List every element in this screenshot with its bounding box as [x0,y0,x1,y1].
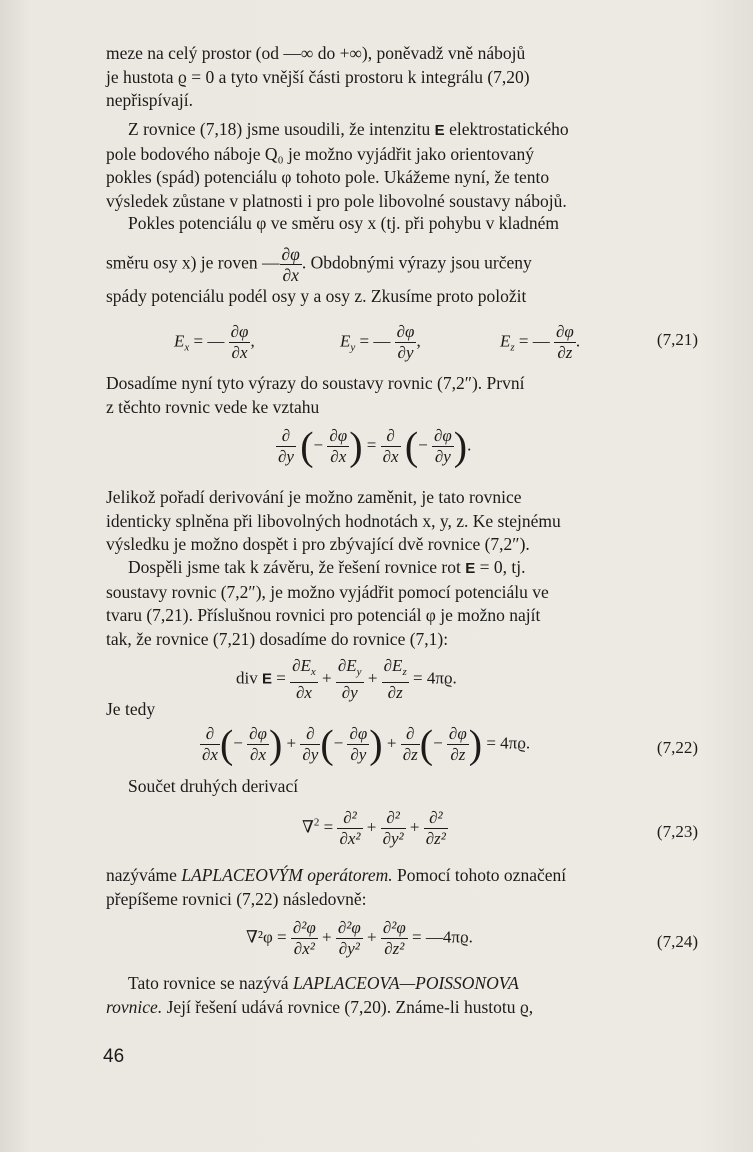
eq-mixed-content [276,423,472,469]
subscript: y [350,341,356,354]
vector-e: E [465,560,476,577]
text-line: Je tedy [106,699,156,719]
equation-number: (7,21) [656,330,698,349]
denominator: ∂x [282,264,299,285]
operator: + [386,733,397,753]
fraction [432,426,454,467]
denominator: ∂z [557,343,573,362]
text-span: Tato rovnice se nazývá [128,973,293,993]
operator: − [333,733,344,753]
operator: = [277,927,287,947]
operator: = — [359,331,391,351]
eq-ex: $E_x$ = — $\frac{\partial\varphi}{\partial x}$ , [174,322,255,362]
right-paren: ) [369,721,383,767]
denominator: ∂y [341,683,358,702]
text-line: přepíšeme rovnici (7,22) následovně: [106,888,367,909]
text-line: meze na celý prostor (od —∞ do +∞), poněvadž vně nábojů [106,43,526,63]
fraction [401,724,420,765]
denominator: ∂y [350,745,367,764]
operator: + [322,927,332,947]
denominator: ∂y [434,447,451,466]
vector-e: E [261,670,272,688]
denominator: ∂z [450,745,466,764]
denominator: ∂z² [425,829,446,848]
text-line: nepřispívají. [106,90,193,111]
text-span: Její řešení udává rovnice (7,20). Známe-li hustotu ϱ, [162,996,534,1017]
fraction [276,426,296,467]
eq-ez: $E_z$ = — $\frac{\partial\varphi}{\partial z}$ . [500,322,581,362]
text-line: identicky splněna při libovolných hodnotách x, y, z. Ke stejnému [106,510,561,531]
fraction [229,322,251,363]
numerator: ∂φ [249,724,267,743]
equation-number: (7,22) [656,738,698,757]
denominator: ∂x [330,447,347,466]
numerator: ∂² [337,808,362,829]
numerator [290,656,318,683]
symbol: E [500,331,511,351]
operator: = [276,668,286,688]
operator: − [433,733,443,753]
fraction [382,656,409,703]
denominator: ∂y² [338,939,360,958]
equation-7-22 [106,722,698,774]
fraction [554,322,576,363]
denominator: ∂x² [293,939,315,958]
text-line: pokles (spád) potenciálu φ tohoto pole. Ukážeme nyní, že tento [106,167,550,188]
text-line: Jelikož pořadí derivování je možno zaměnit, je tato rovnice [106,487,522,507]
fraction [347,724,369,765]
subscript: z [510,341,515,354]
fraction [280,244,302,285]
soucet-line [106,775,698,799]
denominator: ∂z² [384,939,405,958]
operator: + [286,733,297,753]
italic-term: LAPLACEOVÝM operátorem. [181,865,393,885]
text-span: nazýváme [106,865,182,885]
right-paren: ) [453,423,468,469]
numerator-text: ∂E [383,656,403,675]
fraction [291,918,318,959]
numerator: ∂φ [349,724,368,743]
numerator: ∂ [200,724,220,745]
fraction [381,808,406,849]
operator: − [313,435,324,455]
text-line: výsledek zůstane v platnosti i pro pole libovolné soustavy nábojů. [106,190,567,211]
subscript: x [184,341,190,354]
denominator: ∂z [402,745,418,764]
numerator: ∂ [401,724,420,745]
text-line [106,556,698,581]
text-line [106,244,698,285]
paragraph-8 [106,972,698,1019]
numerator: ∂φ [448,724,467,743]
italic-term: LAPLACEOVA—POISSONOVA [292,973,519,993]
numerator: ∂² [381,808,406,829]
numerator: ∂²φ [292,918,316,937]
paragraph-6 [106,556,698,651]
paragraph-5 [106,486,698,557]
denominator: ∂y [278,447,294,466]
fraction [200,724,220,765]
denominator: ∂y [397,343,414,362]
equation-number: (7,23) [656,822,698,841]
eq-div-content [236,656,457,703]
denominator: ∂y² [382,829,404,848]
fraction [336,656,364,703]
operator: = — [518,331,550,351]
fraction [336,918,363,959]
vector-e: E [434,122,445,139]
denominator: ∂x [231,343,248,362]
operator: = [323,817,334,837]
superscript: 2 [313,816,320,829]
denominator: ∂x [295,683,312,702]
operator: + [366,817,377,837]
text-line: výsledku je možno dospět i pro zbývající dvě rovnice (7,2″). [106,534,530,555]
numerator: ∂ [276,426,296,447]
left-paren: ( [300,423,314,469]
operator: = — [193,331,225,351]
text-line: soustavy rovnic (7,2″), je možno vyjádřit pomocí potenciálu ve [106,581,549,602]
text-line: je hustota ϱ = 0 a tyto vnější části prostoru k integrálu (7,20) [106,66,530,87]
subscript: y [356,666,362,678]
left-paren: ( [419,721,434,767]
paragraph-3 [106,212,698,308]
operator: + [409,817,420,837]
numerator: ∂φ [329,426,348,445]
equation-rhs: = 4πϱ. [486,733,531,753]
numerator: ∂φ [281,243,300,264]
fraction [381,918,408,959]
text-line: spády potenciálu podél osy y a osy z. Zkusíme proto položit [106,285,527,306]
paragraph-2 [106,118,698,213]
operator: = [366,435,377,455]
eq-724-content [246,918,473,959]
text-span: = 0, tj. [475,557,526,577]
numerator [336,656,364,683]
page-number: 46 [103,1046,125,1067]
numerator [382,656,409,683]
left-paren: ( [404,423,419,469]
left-paren: ( [320,721,334,767]
numerator-text: ∂E [337,656,357,675]
italic-term: rovnice. [106,996,163,1017]
text-span: . Obdobnými výrazy jsou určeny [301,252,532,273]
text-line: Pokles potenciálu φ ve směru osy x (tj. při pohybu v kladném [128,213,560,233]
left-paren: ( [219,721,234,767]
fraction [327,426,349,467]
fraction [247,724,269,765]
text-span: směru osy x) je roven — [106,252,280,273]
text-span: elektrostatického [444,119,569,139]
operator: + [367,927,377,947]
denominator: ∂x² [339,829,361,848]
operator: − [418,435,428,455]
numerator: ∂φ [230,322,249,341]
numerator: ∂²φ [337,918,361,937]
eq-723-content [302,808,448,849]
operator: . [467,435,472,455]
numerator: ∂φ [556,322,574,341]
numerator: ∂ [300,724,320,745]
text-line: pole bodového náboje Q₀ je možno vyjádřit jako orientovaný [106,143,534,164]
text-span: Dospěli jsme tak k závěru, že řešení rovnice rot [128,557,466,577]
text-line [106,118,698,143]
denominator: ∂z [387,683,403,702]
operator: − [233,733,243,753]
equation-rhs: = 4πϱ. [412,668,457,688]
subscript: z [402,666,407,678]
fraction [424,808,448,849]
numerator: ∂²φ [382,918,406,937]
symbol: E [340,331,351,351]
right-paren: ) [349,423,363,469]
operator: + [322,668,332,688]
text-line: tak, že rovnice (7,21) dosadíme do rovnice (7,1): [106,628,449,649]
fraction [447,724,469,765]
text-span: Pomocí tohoto označení [392,865,567,885]
text-span: Z rovnice (7,18) jsme usoudili, že intenzitu [128,119,435,139]
text-line: Dosadíme nyní tyto výrazy do soustavy rovnic (7,2″). První [106,373,525,393]
fraction [337,808,362,849]
text-line: z těchto rovnic vede ke vztahu [106,396,320,417]
text-line [106,996,698,1020]
subscript: x [310,666,316,678]
paragraph-1 [106,42,698,113]
denominator: ∂x [382,447,399,466]
equation-mixed-derivatives [106,422,698,476]
denominator: ∂x [202,745,218,764]
div-operator: div [236,668,258,688]
denominator: ∂x [250,745,266,764]
fraction [300,724,320,765]
nabla-symbol: ∇ [302,817,314,837]
laplacian-phi: ∇²φ [246,927,273,947]
equation-number: (7,24) [656,932,698,951]
equation-7-23 [106,806,698,856]
paragraph-4 [106,372,698,419]
text-line: Součet druhých derivací [128,776,299,796]
fraction [381,426,401,467]
right-paren: ) [268,721,283,767]
fraction [290,656,318,703]
right-paren: ) [468,721,483,767]
operator: + [367,668,378,688]
numerator: ∂ [381,426,401,447]
je-tedy-line [106,698,698,722]
eq-722-content [200,721,531,767]
text-line: tvaru (7,21). Příslušnou rovnici pro potenciál φ je možno najít [106,605,541,626]
denominator: ∂y [302,745,319,764]
text-line [106,972,698,996]
paragraph-7 [106,864,698,911]
fraction [395,322,417,363]
equation-rhs: = —4πϱ. [412,927,473,947]
equation-7-24 [106,916,698,966]
numerator: ∂φ [396,322,415,341]
eq-ey: $E_y$ = — $\frac{\partial\varphi}{\partial y}$ , [340,322,421,362]
equation-7-21 [106,312,698,362]
numerator: ∂² [424,808,448,829]
numerator-text: ∂E [292,656,311,675]
text-line [106,864,698,888]
equation-divergence [106,654,698,704]
numerator: ∂φ [433,426,452,445]
symbol: E [174,331,185,351]
